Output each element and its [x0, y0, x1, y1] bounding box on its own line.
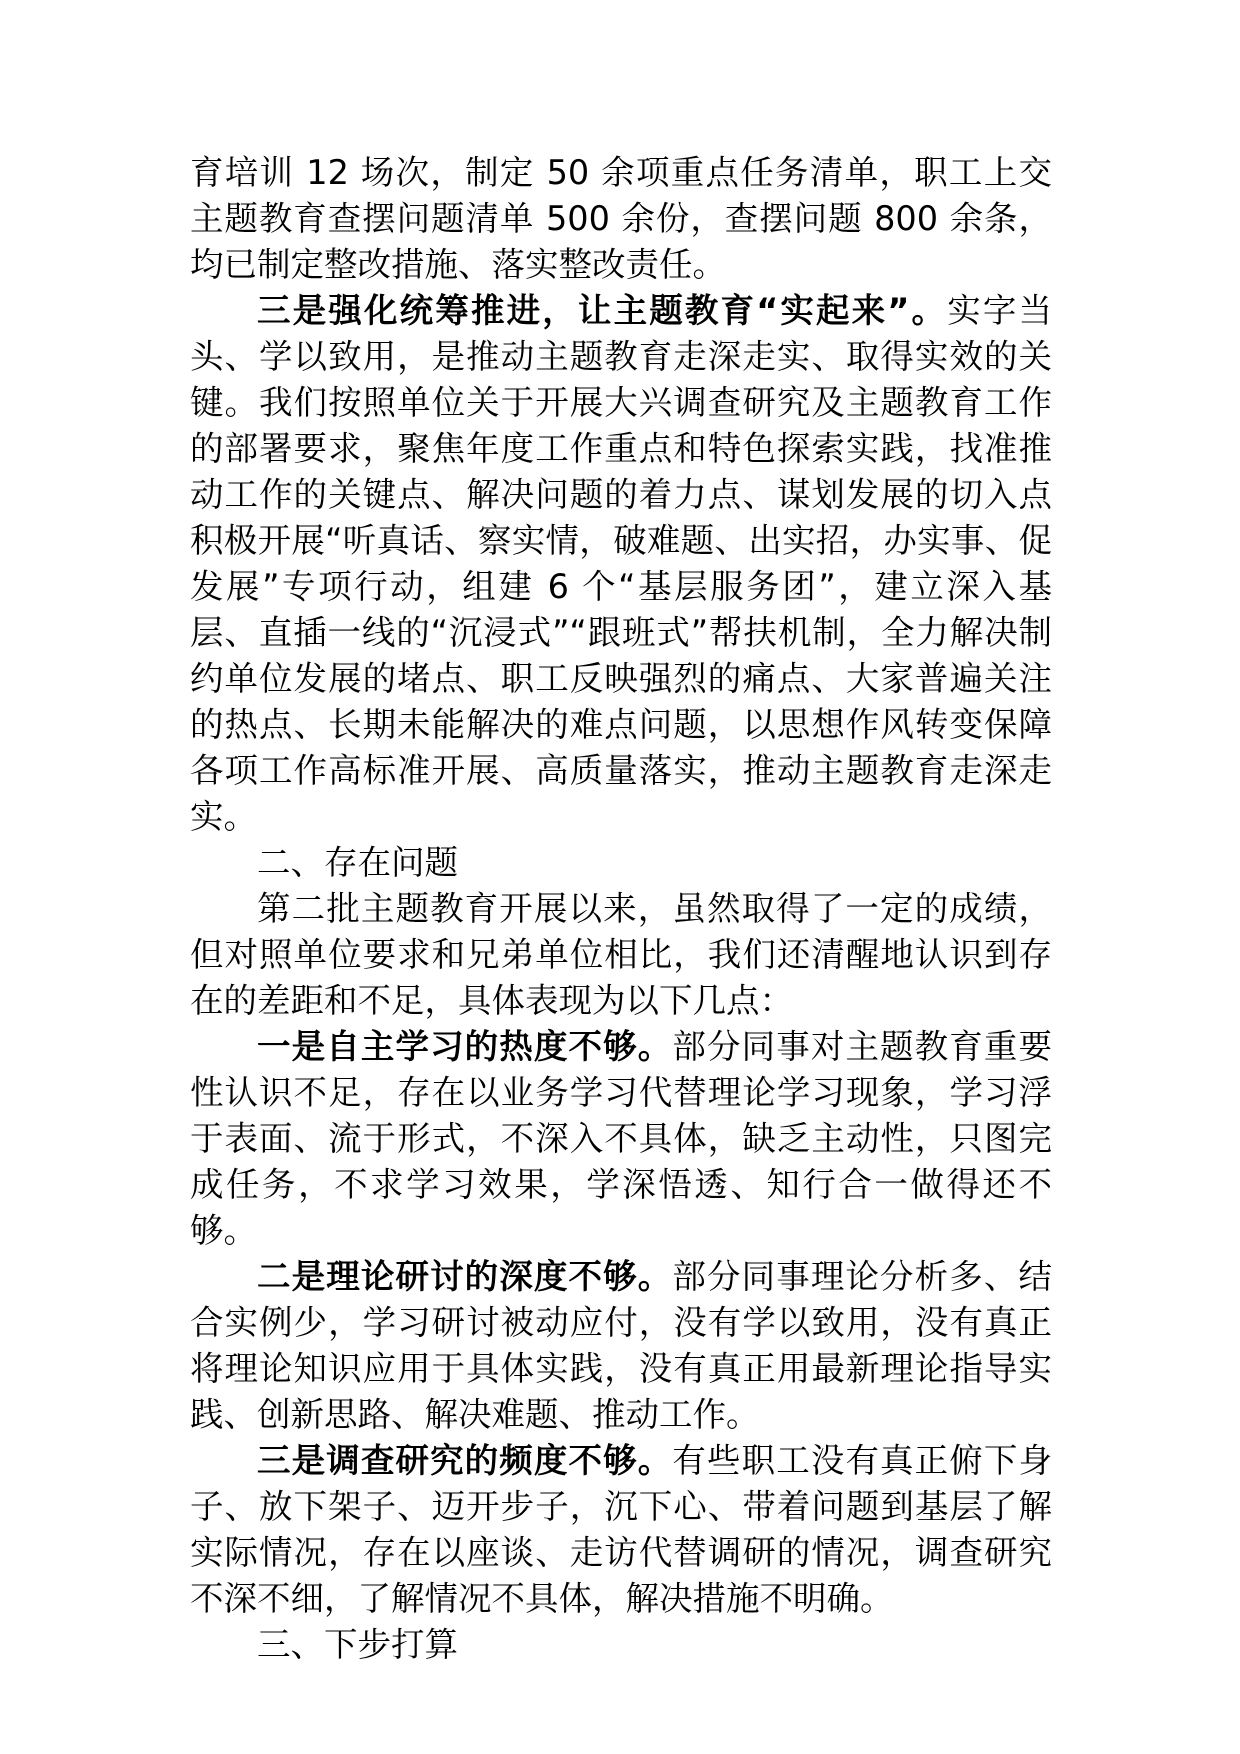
- paragraph-integrate-promote: [190, 288, 1052, 840]
- paragraph-lead: 三是调查研究的频度不够。: [257, 1441, 673, 1480]
- paragraph-self-study: [190, 1024, 1052, 1254]
- document-body: [190, 150, 1052, 1668]
- section-heading-existing-problems: 二、存在问题: [257, 843, 458, 882]
- paragraph-research-frequency: [190, 1438, 1052, 1622]
- section-heading-next-steps: 三、下步打算: [257, 1625, 458, 1664]
- paragraph-continued: [190, 150, 1052, 288]
- paragraph-problems-intro: [190, 886, 1052, 1024]
- paragraph-text: 实字当头、学以致用，是推动主题教育走深走实、取得实效的关键。我们按照单位关于开展大兴调查研究及主题教育工作的部署要求，聚焦年度工作重点和特色探索实践，找准推动工作的关键点、解决问题的着力点、谋划发展的切入点积极开展“听真话、察实情，破难题、出实招，办实事、促发展”专项行动，组建 6 个“基层服务团”，建立深入基层、直插一线的“沉浸式”“跟班式”帮扶机制，全力解决制约单位发展的堵点、职工反映强烈的痛点、大家普遍关注的热点、长期未能解决的难点问题，以思想作风转变保障各项工作高标准开展、高质量落实，推动主题教育走深走实。: [190, 291, 1053, 836]
- paragraph-lead: 二是理论研讨的深度不够。: [257, 1257, 673, 1296]
- paragraph-text: 育培训 12 场次，制定 50 余项重点任务清单，职工上交主题教育查摆问题清单 500 余份，查摆问题 800 余条，均已制定整改措施、落实整改责任。: [190, 153, 1052, 284]
- paragraph-text: 部分同事对主题教育重要性认识不足，存在以业务学习代替理论学习现象，学习浮于表面、流于形式，不深入不具体，缺乏主动性，只图完成任务，不求学习效果，学深悟透、知行合一做得还不够。: [190, 1027, 1053, 1250]
- paragraph-text: 部分同事理论分析多、结合实例少，学习研讨被动应付，没有学以致用，没有真正将理论知识应用于具体实践，没有真正用最新理论指导实践、创新思路、解决难题、推动工作。: [190, 1257, 1053, 1434]
- paragraph-text: 第二批主题教育开展以来，虽然取得了一定的成绩，但对照单位要求和兄弟单位相比，我们还清醒地认识到存在的差距和不足，具体表现为以下几点：: [190, 889, 1052, 1020]
- paragraph-text: 有些职工没有真正俯下身子、放下架子、迈开步子，沉下心、带着问题到基层了解实际情况，存在以座谈、走访代替调研的情况，调查研究不深不细，了解情况不具体，解决措施不明确。: [190, 1441, 1053, 1618]
- paragraph-lead: 一是自主学习的热度不够。: [257, 1027, 673, 1066]
- paragraph-lead: 三是强化统筹推进，让主题教育“实起来”。: [257, 291, 948, 330]
- paragraph-theory-discussion: [190, 1254, 1052, 1438]
